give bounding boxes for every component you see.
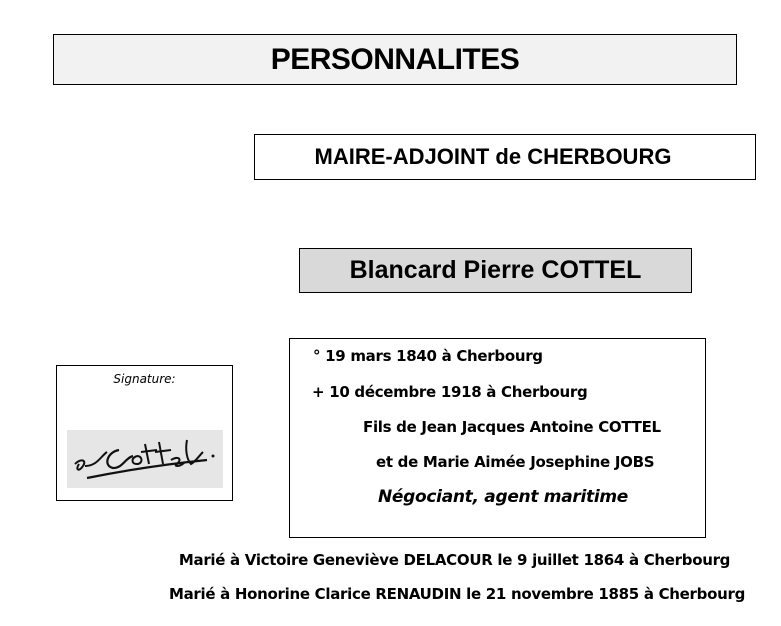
death-line: + 10 décembre 1918 à Cherbourg <box>312 383 588 401</box>
signature-image <box>67 430 223 488</box>
role-title-box <box>254 134 756 180</box>
marriage-line: Marié à Victoire Geneviève DELACOUR le 9 juillet 1864 à Cherbourg <box>178 551 731 569</box>
biography-box <box>289 338 706 538</box>
page-title: PERSONNALITES <box>270 42 520 76</box>
marriage-line: Marié à Honorine Clarice RENAUDIN le 21 novembre 1885 à Cherbourg <box>168 585 746 603</box>
page-title-box <box>53 34 737 85</box>
handwritten-signature-icon <box>67 430 223 488</box>
person-name-box <box>299 248 692 293</box>
signature-box <box>56 365 233 501</box>
person-name: Blancard Pierre COTTEL <box>349 256 642 284</box>
birth-line: ° 19 mars 1840 à Cherbourg <box>313 347 543 365</box>
father-line: Fils de Jean Jacques Antoine COTTEL <box>363 418 661 436</box>
signature-label: Signature: <box>113 372 176 386</box>
role-title: MAIRE-ADJOINT de CHERBOURG <box>314 144 672 169</box>
mother-line: et de Marie Aimée Josephine JOBS <box>376 453 655 471</box>
occupation-line: Négociant, agent maritime <box>378 487 628 507</box>
